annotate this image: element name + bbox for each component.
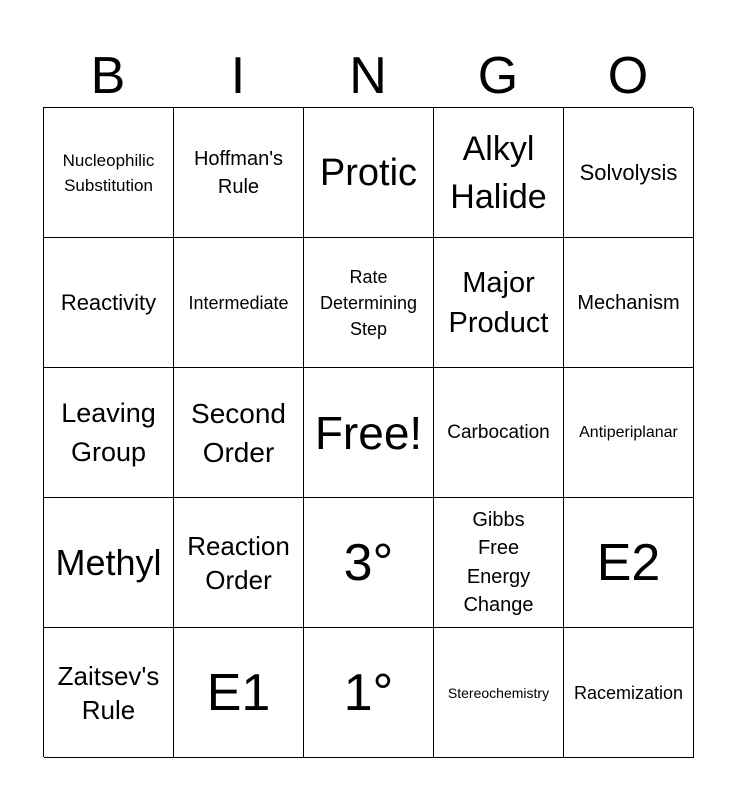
bingo-cell[interactable] [434, 498, 564, 628]
cell-text: Second Order [191, 397, 286, 468]
bingo-header [43, 44, 693, 108]
bingo-cell[interactable] [304, 238, 434, 368]
cell-text: Rate Determining Step [319, 266, 418, 339]
bingo-cell[interactable] [564, 238, 694, 368]
cell-text: E1 [206, 663, 271, 722]
bingo-cell[interactable] [44, 368, 174, 498]
cell-text: Gibbs Free Energy Change [463, 508, 534, 616]
bingo-cell[interactable] [174, 108, 304, 238]
cell-text: Mechanism [577, 291, 680, 314]
cell-text: Carbocation [447, 421, 550, 443]
cell-text: E2 [596, 533, 661, 592]
cell-text: Stereochemistry [447, 684, 550, 701]
free-space-cell[interactable] [304, 368, 434, 498]
header-letter-b: B [90, 47, 126, 105]
bingo-cell[interactable] [564, 368, 694, 498]
bingo-cell[interactable] [44, 238, 174, 368]
header-letter-i: I [230, 47, 246, 105]
bingo-cell[interactable] [44, 108, 174, 238]
header-letter-o: O [607, 47, 649, 105]
cell-text: Zaitsev's Rule [57, 660, 160, 725]
bingo-cell[interactable] [564, 628, 694, 758]
cell-text: Racemization [573, 682, 684, 703]
bingo-cell[interactable] [434, 628, 564, 758]
bingo-cell[interactable] [174, 498, 304, 628]
cell-text: Alkyl Halide [450, 129, 547, 216]
cell-text: Antiperiplanar [579, 423, 678, 441]
free-space-text: Free! [314, 406, 423, 459]
bingo-cell[interactable] [564, 108, 694, 238]
cell-text: Leaving Group [61, 397, 156, 467]
bingo-cell[interactable] [44, 498, 174, 628]
cell-text: Nucleophilic Substitution [62, 150, 155, 195]
header-letter-n: N [349, 47, 387, 105]
bingo-cell[interactable] [44, 628, 174, 758]
bingo-cell[interactable] [174, 628, 304, 758]
bingo-cell[interactable] [434, 238, 564, 368]
header-letter-g: G [477, 47, 519, 105]
bingo-cell[interactable] [174, 238, 304, 368]
cell-text: Methyl [55, 541, 162, 583]
bingo-cell[interactable] [564, 498, 694, 628]
bingo-cell[interactable] [174, 368, 304, 498]
cell-text: 3° [343, 533, 394, 592]
bingo-cell[interactable] [304, 628, 434, 758]
cell-text: Solvolysis [579, 159, 678, 185]
cell-text: Reactivity [60, 289, 157, 315]
cell-text: Reaction Order [187, 530, 290, 595]
cell-text: Major Product [448, 266, 549, 339]
cell-text: Protic [319, 151, 418, 194]
cell-text: 1° [343, 663, 394, 722]
cell-text: Hoffman's Rule [193, 147, 284, 198]
bingo-cell[interactable] [434, 108, 564, 238]
bingo-cell[interactable] [304, 108, 434, 238]
cell-text: Intermediate [188, 292, 289, 313]
bingo-cell[interactable] [304, 498, 434, 628]
bingo-card-grid [43, 107, 693, 757]
bingo-cell[interactable] [434, 368, 564, 498]
